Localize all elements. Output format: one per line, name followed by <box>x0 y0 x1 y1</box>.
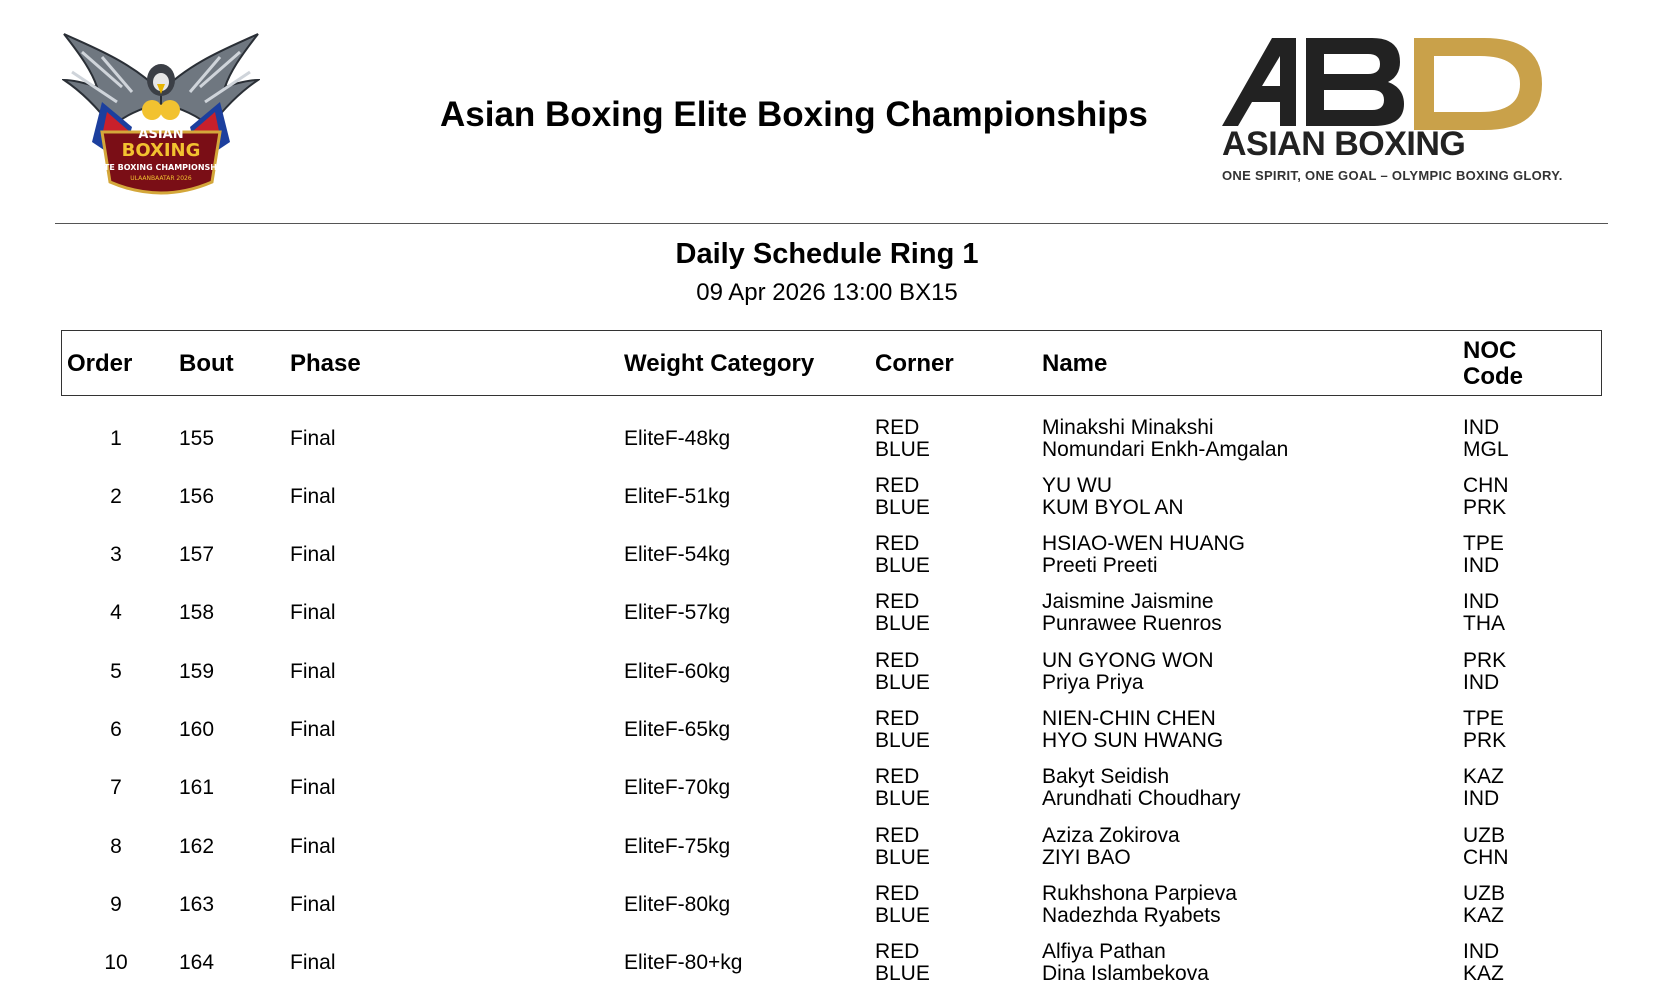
row-bout: 161 <box>179 776 215 799</box>
row-weight-category: EliteF-57kg <box>624 601 731 624</box>
row-corner-red: RED <box>875 590 920 613</box>
row-bout: 164 <box>179 951 215 974</box>
row-noc-blue: KAZ <box>1463 904 1504 927</box>
row-name-blue: ZIYI BAO <box>1042 846 1131 869</box>
column-header-noc-line2: Code <box>1463 363 1523 390</box>
row-noc-blue: IND <box>1463 554 1500 577</box>
row-name-blue: Punrawee Ruenros <box>1042 612 1222 635</box>
row-phase: Final <box>290 543 336 566</box>
championship-logo <box>62 32 260 202</box>
row-order: 9 <box>110 893 122 916</box>
row-noc-blue: PRK <box>1463 729 1507 752</box>
row-noc-blue: MGL <box>1463 438 1509 461</box>
row-order: 1 <box>110 427 122 450</box>
row-noc-red: KAZ <box>1463 765 1504 788</box>
row-phase: Final <box>290 660 336 683</box>
row-name-blue: Priya Priya <box>1042 671 1144 694</box>
row-phase: Final <box>290 427 336 450</box>
row-corner-red: RED <box>875 882 920 905</box>
asian-boxing-wordmark: ASIAN BOXING <box>1222 125 1466 163</box>
row-noc-red: CHN <box>1463 474 1509 497</box>
row-corner-blue: BLUE <box>875 496 930 519</box>
row-bout: 158 <box>179 601 215 624</box>
row-noc-blue: IND <box>1463 787 1500 810</box>
row-order: 3 <box>110 543 122 566</box>
row-phase: Final <box>290 601 336 624</box>
row-corner-blue: BLUE <box>875 729 930 752</box>
row-bout: 159 <box>179 660 215 683</box>
column-header-phase: Phase <box>290 350 361 377</box>
row-corner-red: RED <box>875 765 920 788</box>
column-header-weight-category: Weight Category <box>624 350 815 377</box>
row-phase: Final <box>290 718 336 741</box>
table-row <box>0 699 1654 757</box>
column-header-name: Name <box>1042 350 1108 377</box>
logo-text-asian: ASIAN <box>138 127 184 142</box>
row-name-blue: KUM BYOL AN <box>1042 496 1184 519</box>
row-name-red: NIEN-CHIN CHEN <box>1042 707 1216 730</box>
row-noc-red: PRK <box>1463 649 1507 672</box>
row-name-blue: HYO SUN HWANG <box>1042 729 1224 752</box>
table-row <box>0 524 1654 582</box>
row-weight-category: EliteF-51kg <box>624 485 731 508</box>
row-bout: 162 <box>179 835 215 858</box>
table-row <box>0 641 1654 699</box>
row-order: 5 <box>110 660 122 683</box>
table-header <box>61 330 1602 396</box>
row-name-blue: Nadezhda Ryabets <box>1042 904 1221 927</box>
table-row <box>0 757 1654 815</box>
row-order: 7 <box>110 776 122 799</box>
asian-boxing-slogan: ONE SPIRIT, ONE GOAL – OLYMPIC BOXING GLORY. <box>1222 168 1563 183</box>
row-noc-red: TPE <box>1463 532 1504 555</box>
row-weight-category: EliteF-80+kg <box>624 951 743 974</box>
row-name-blue: Nomundari Enkh-Amgalan <box>1042 438 1289 461</box>
row-name-red: Alfiya Pathan <box>1042 940 1166 963</box>
row-order: 8 <box>110 835 122 858</box>
schedule-title: Daily Schedule Ring 1 <box>675 238 979 270</box>
row-corner-blue: BLUE <box>875 904 930 927</box>
row-corner-red: RED <box>875 649 920 672</box>
row-name-red: UN GYONG WON <box>1042 649 1214 672</box>
row-weight-category: EliteF-80kg <box>624 893 731 916</box>
row-corner-blue: BLUE <box>875 438 930 461</box>
row-phase: Final <box>290 776 336 799</box>
row-corner-red: RED <box>875 416 920 439</box>
row-name-blue: Arundhati Choudhary <box>1042 787 1241 810</box>
column-header-noc-line1: NOC <box>1463 337 1517 364</box>
logo-text-boxing: BOXING <box>121 140 201 161</box>
row-noc-red: UZB <box>1463 882 1505 905</box>
table-row <box>0 582 1654 640</box>
row-name-red: Rukhshona Parpieva <box>1042 882 1237 905</box>
row-name-red: YU WU <box>1042 474 1112 497</box>
row-corner-blue: BLUE <box>875 962 930 985</box>
row-noc-red: TPE <box>1463 707 1504 730</box>
logo-text-championships: ELITE BOXING CHAMPIONSHIPS <box>90 163 232 172</box>
row-bout: 163 <box>179 893 215 916</box>
row-weight-category: EliteF-70kg <box>624 776 731 799</box>
abd-logo-mark-icon <box>1222 34 1562 134</box>
column-header-bout: Bout <box>179 350 234 377</box>
asian-boxing-logo <box>1222 34 1562 194</box>
row-corner-red: RED <box>875 532 920 555</box>
row-phase: Final <box>290 951 336 974</box>
row-order: 10 <box>104 951 128 974</box>
table-row <box>0 874 1654 932</box>
row-noc-red: IND <box>1463 940 1500 963</box>
row-noc-red: IND <box>1463 416 1500 439</box>
row-phase: Final <box>290 485 336 508</box>
row-name-red: Aziza Zokirova <box>1042 824 1180 847</box>
schedule-subtitle: 09 Apr 2026 13:00 BX15 <box>696 279 958 306</box>
row-name-red: Minakshi Minakshi <box>1042 416 1214 439</box>
table-row <box>0 408 1654 466</box>
row-corner-blue: BLUE <box>875 612 930 635</box>
row-corner-blue: BLUE <box>875 554 930 577</box>
row-phase: Final <box>290 893 336 916</box>
eagle-emblem-icon <box>62 32 260 202</box>
row-corner-blue: BLUE <box>875 787 930 810</box>
row-order: 2 <box>110 485 122 508</box>
row-bout: 157 <box>179 543 215 566</box>
row-noc-blue: IND <box>1463 671 1500 694</box>
table-row <box>0 816 1654 874</box>
row-order: 4 <box>110 601 122 624</box>
row-bout: 156 <box>179 485 215 508</box>
row-order: 6 <box>110 718 122 741</box>
row-weight-category: EliteF-60kg <box>624 660 731 683</box>
row-noc-blue: THA <box>1463 612 1505 635</box>
row-weight-category: EliteF-48kg <box>624 427 731 450</box>
column-header-noc-code <box>1463 331 1523 397</box>
row-noc-blue: CHN <box>1463 846 1509 869</box>
row-name-blue: Dina Islambekova <box>1042 962 1209 985</box>
row-weight-category: EliteF-65kg <box>624 718 731 741</box>
row-noc-blue: KAZ <box>1463 962 1504 985</box>
row-name-red: Jaismine Jaismine <box>1042 590 1214 613</box>
row-weight-category: EliteF-75kg <box>624 835 731 858</box>
row-noc-red: UZB <box>1463 824 1505 847</box>
row-noc-blue: PRK <box>1463 496 1507 519</box>
row-corner-red: RED <box>875 707 920 730</box>
row-corner-blue: BLUE <box>875 846 930 869</box>
row-noc-red: IND <box>1463 590 1500 613</box>
page-title: Asian Boxing Elite Boxing Championships <box>440 95 1148 134</box>
row-bout: 155 <box>179 427 215 450</box>
header-divider <box>55 223 1608 224</box>
table-row <box>0 466 1654 524</box>
row-corner-red: RED <box>875 824 920 847</box>
row-phase: Final <box>290 835 336 858</box>
row-weight-category: EliteF-54kg <box>624 543 731 566</box>
column-header-corner: Corner <box>875 350 954 377</box>
table-row <box>0 932 1654 990</box>
row-corner-red: RED <box>875 940 920 963</box>
row-name-red: Bakyt Seidish <box>1042 765 1170 788</box>
row-name-red: HSIAO-WEN HUANG <box>1042 532 1246 555</box>
row-bout: 160 <box>179 718 215 741</box>
row-corner-blue: BLUE <box>875 671 930 694</box>
column-header-order: Order <box>67 350 133 377</box>
row-name-blue: Preeti Preeti <box>1042 554 1158 577</box>
logo-text-city: ULAANBAATAR 2026 <box>130 175 192 182</box>
row-corner-red: RED <box>875 474 920 497</box>
